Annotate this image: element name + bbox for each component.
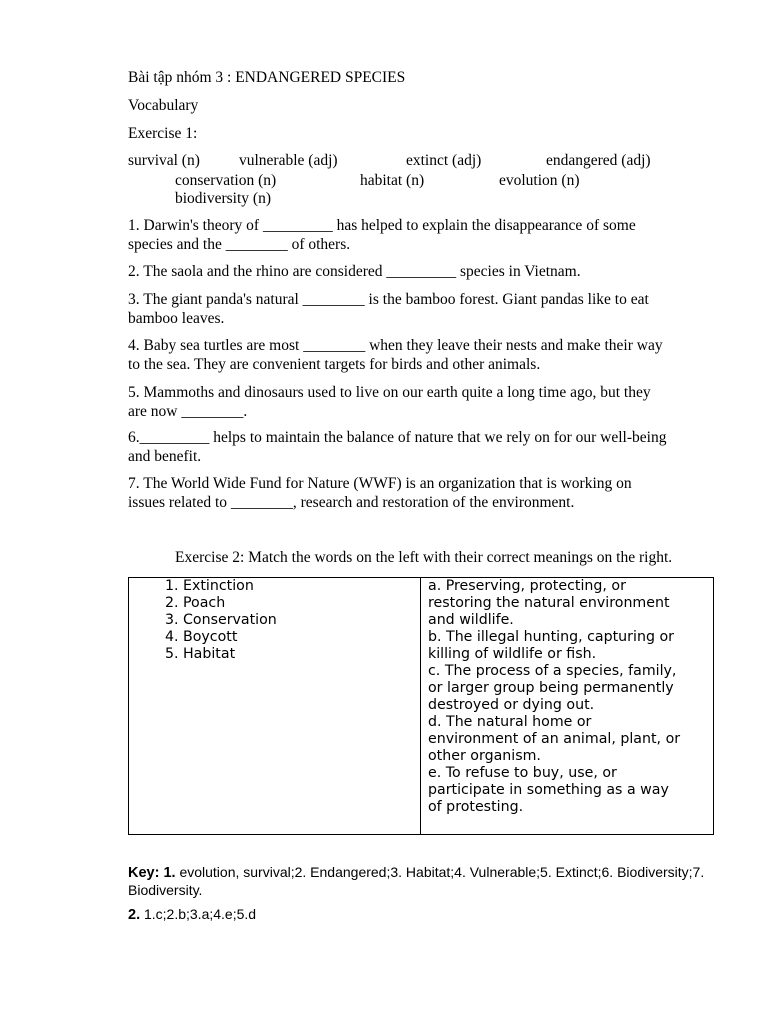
sentence-line: 1. Darwin's theory of _________ has helped to explain the disappearance of some [128,217,636,234]
exercise1-item [128,475,718,512]
term-item: 2. Poach [183,595,420,612]
meaning-line: and wildlife. [428,612,514,628]
exercise1-item [128,429,718,466]
meaning-line: of protesting. [428,799,524,815]
exercise1-item [128,337,718,374]
answer-key-2 [128,906,718,924]
key-answers-1: evolution, survival;2. Endangered;3. Habitat;4. Vulnerable;5. Extinct;6. Biodiversity;7. Biodiversity. [128,864,705,898]
term-item: 4. Boycott [183,629,420,646]
meaning-line: environment of an animal, plant, or [428,731,681,747]
sentence-line: are now ________. [128,402,248,420]
meaning-line: c. The process of a species, family, [428,663,677,679]
exercise1-item [128,217,718,254]
key-label-2: 2. [128,907,141,923]
section-heading: Vocabulary [128,97,199,114]
matching-table [128,577,714,835]
exercise1-item [128,263,718,282]
answer-key-1 [128,864,718,899]
key-answers-2: 1.c;2.b;3.a;4.e;5.d [140,906,257,922]
sentence-line: 6._________ helps to maintain the balance of nature that we rely on for our well-being [128,429,667,446]
exercise1-item [128,384,718,421]
page-title: Bài tập nhóm 3 : ENDANGERED SPECIES [128,69,406,86]
exercise2-instruction: Exercise 2: Match the words on the left with their correct meanings on the right. [175,549,673,566]
term-item: 3. Conservation [183,612,420,629]
meaning-line: restoring the natural environment [428,595,670,611]
vocab-word: survival (n) [128,152,200,169]
term-item: 5. Habitat [183,646,420,663]
meaning-line: destroyed or dying out. [428,697,595,713]
sentence-line: species and the ________ of others. [128,235,351,253]
sentence-line: 7. The World Wide Fund for Nature (WWF) is an organization that is working on [128,475,632,492]
exercise1-label: Exercise 1: [128,125,198,142]
meaning-line: participate in something as a way [428,782,669,798]
sentence-line: 5. Mammoths and dinosaurs used to live on our earth quite a long time ago, but they [128,384,651,401]
vocab-word: biodiversity (n) [175,190,271,207]
meaning-line: or larger group being permanently [428,680,674,696]
meaning-line: killing of wildlife or fish. [428,646,597,662]
table-row [129,578,714,835]
vocab-word: conservation (n) [175,172,277,189]
sentence-line: to the sea. They are convenient targets for birds and other animals. [128,355,541,373]
meaning-line: e. To refuse to buy, use, or [428,765,617,781]
sentence-line: and benefit. [128,447,202,465]
key-label: Key: 1. [128,865,176,881]
vocab-word: habitat (n) [360,172,425,189]
sentence-line: bamboo leaves. [128,309,225,327]
meanings-cell [421,578,714,835]
meaning-line: b. The illegal hunting, capturing or [428,629,674,645]
term-item: 1. Extinction [183,578,420,595]
meaning-line: a. Preserving, protecting, or [428,578,626,594]
terms-list [129,578,420,663]
meanings-list [421,578,713,816]
sentence-line: issues related to ________, research and restoration of the environment. [128,493,575,511]
sentence-line: 2. The saola and the rhino are considered _________ species in Vietnam. [128,263,581,280]
meaning-line: d. The natural home or [428,714,592,730]
meaning-line: other organism. [428,748,541,764]
exercise1-item [128,291,718,328]
vocab-word: endangered (adj) [546,152,651,169]
vocab-word: evolution (n) [499,172,580,189]
vocab-word: vulnerable (adj) [239,152,338,169]
terms-cell [129,578,421,835]
sentence-line: 4. Baby sea turtles are most ________ when they leave their nests and make their way [128,337,663,354]
vocab-word: extinct (adj) [406,152,482,169]
sentence-line: 3. The giant panda's natural ________ is the bamboo forest. Giant pandas like to eat [128,291,649,308]
